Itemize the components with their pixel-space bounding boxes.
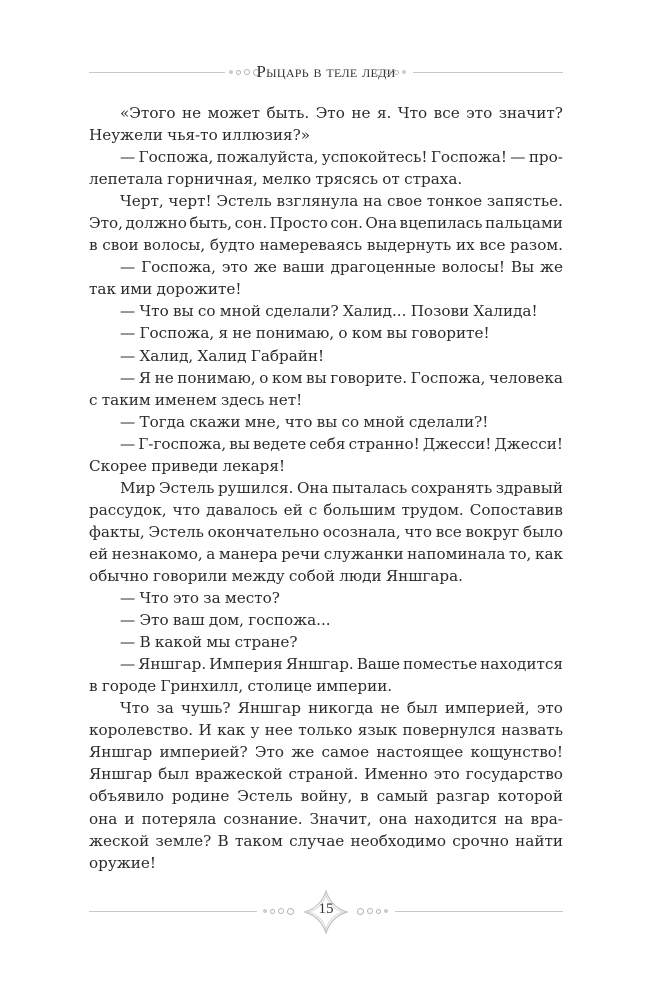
footer-dots-right	[357, 905, 388, 917]
text-line: Скорее приведи лекаря!	[89, 456, 286, 475]
text-line: — Яншгар. Империя Яншгар. Ваше поместье находится	[120, 655, 563, 674]
dot-ornament	[402, 70, 406, 74]
text-line: обычно говорили между собой люди Яншгара.	[89, 566, 463, 585]
page-body-text	[89, 102, 563, 874]
footer-rule-right	[395, 911, 563, 912]
text-line: королевство. И как у нее только язык повернулся назвать	[89, 721, 563, 740]
dot-ornament	[376, 909, 381, 914]
page-number: 15	[318, 901, 334, 917]
dot-ornament	[357, 908, 364, 915]
text-line: Черт, черт! Эстель взглянула на свое тонкое запястье.	[120, 192, 563, 211]
text-line: факты, Эстель окончательно осознала, что все вокруг было	[89, 522, 563, 541]
dot-ornament	[367, 908, 373, 914]
text-line: жеской земле? В таком случае необходимо срочно найти	[89, 831, 563, 850]
text-line: лепетала горничная, мелко трясясь от страха.	[89, 170, 463, 189]
text-line: — Госпожа, это же ваши драгоценные волосы! Вы же	[120, 258, 563, 277]
text-line: с таким именем здесь нет!	[89, 390, 303, 409]
text-line: Неужели чья-то иллюзия?»	[89, 126, 311, 145]
text-line: Это, должно быть, сон. Просто сон. Она вцепилась пальцами	[89, 214, 563, 233]
text-line: Яншгар империей? Это же самое настоящее кощунство!	[89, 743, 563, 762]
dot-ornament	[384, 909, 388, 913]
page-footer	[89, 888, 563, 936]
text-line: ей незнакомо, а манера речи служанки напоминала то, как	[89, 544, 563, 563]
text-line: — Я не понимаю, о ком вы говорите. Госпожа, человека	[120, 368, 563, 387]
text-line: — Тогда скажи мне, что вы со мной сделали?!	[120, 412, 489, 431]
running-header	[89, 60, 563, 84]
dot-ornament	[375, 69, 382, 76]
text-line: — Что это за место?	[120, 589, 280, 608]
text-line: «Этого не может быть. Это не я. Что все это значит?	[120, 104, 563, 122]
text-line: — Госпожа, я не понимаю, о ком вы говорите!	[120, 324, 490, 343]
text-line: в городе Гринхилл, столице империи.	[89, 677, 393, 696]
text-line: так ими дорожите!	[89, 280, 242, 299]
text-line: рассудок, что давалось ей с большим трудом. Сопоставив	[89, 500, 563, 519]
text-line: Яншгар был вражеской страной. Именно это государство	[89, 765, 563, 784]
text-line: — Что вы со мной сделали? Халид... Позови Халида!	[120, 302, 538, 321]
text-line: объявило родине Эстель войну, в самый разгар которой	[89, 787, 563, 806]
text-line: — Г-госпожа, вы ведете себя странно! Джесси! Джесси!	[120, 434, 563, 453]
dot-ornament	[385, 69, 391, 75]
text-line: Что за чушь? Яншгар никогда не был империей, это	[120, 699, 563, 718]
text-line: — Халид, Халид Габрайн!	[120, 346, 325, 365]
text-line: Мир Эстель рушился. Она пыталась сохранять здравый	[120, 478, 563, 497]
header-rule-right	[413, 72, 563, 73]
text-line: — В какой мы стране?	[120, 633, 298, 652]
text-line: — Это ваш дом, госпожа...	[120, 611, 331, 630]
text-line: она и потеряла сознание. Значит, она находится на вра-	[89, 809, 563, 828]
running-title: Рыцарь в теле леди	[256, 62, 396, 81]
dot-ornament	[394, 70, 399, 75]
header-dots-right	[375, 66, 406, 78]
text-line: оружие!	[89, 853, 156, 872]
text-line: в свои волосы, будто намереваясь выдернуть их все разом.	[89, 236, 563, 255]
text-line: — Госпожа, пожалуйста, успокойтесь! Госпожа! — про-	[120, 148, 563, 167]
